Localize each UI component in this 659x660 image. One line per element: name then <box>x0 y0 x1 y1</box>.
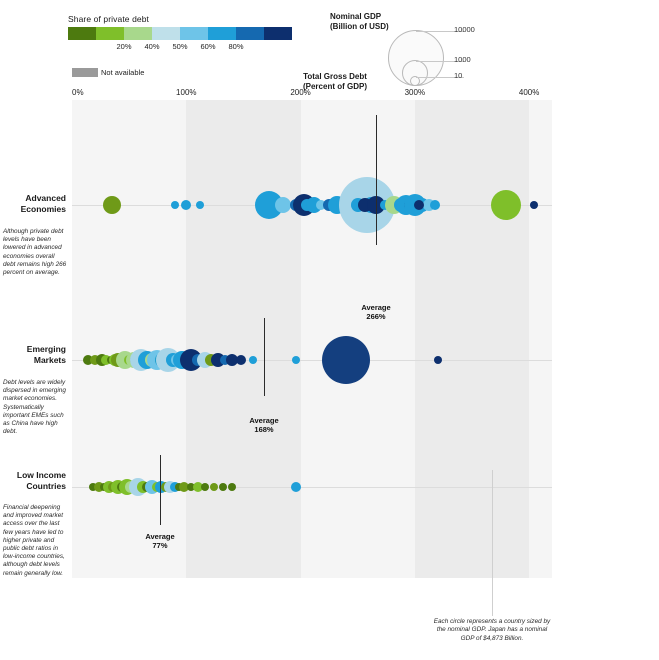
group-note-advanced: Although private debt levels have been lowered in advanced economies overall debt remains high 266 percent on average. <box>3 228 67 277</box>
country-bubble[interactable] <box>171 201 179 209</box>
private-debt-tick-labels <box>68 42 292 54</box>
private-debt-color-scale <box>68 27 292 40</box>
x-axis-title-line1: Total Gross Debt <box>303 72 367 81</box>
private-debt-swatch-0 <box>68 27 96 40</box>
average-label-emerging: Average <box>249 416 279 425</box>
average-line-emerging <box>264 318 265 396</box>
private-debt-legend <box>68 14 298 54</box>
group-label-emerging-line2: Markets <box>33 355 66 365</box>
bubble-chart-plot-area <box>72 100 552 578</box>
x-tick-3: 300% <box>404 88 426 97</box>
private-debt-swatch-7 <box>264 27 292 40</box>
private-debt-tick-4: 80% <box>228 42 244 51</box>
x-band-1 <box>186 100 300 578</box>
group-label-emerging-line1: Emerging <box>26 344 66 354</box>
country-bubble[interactable] <box>291 482 301 492</box>
group-label-emerging <box>4 344 66 366</box>
group-label-advanced <box>4 193 66 215</box>
country-bubble[interactable] <box>210 483 218 491</box>
not-available-legend <box>72 68 144 77</box>
private-debt-tick-3: 60% <box>200 42 216 51</box>
x-axis-title-line2: (Percent of GDP) <box>302 81 367 91</box>
country-bubble[interactable] <box>219 483 227 491</box>
country-bubble[interactable] <box>322 336 370 384</box>
country-bubble[interactable] <box>103 196 121 214</box>
private-debt-swatch-4 <box>180 27 208 40</box>
country-bubble[interactable] <box>228 483 236 491</box>
group-label-advanced-line2: Economies <box>20 204 66 214</box>
private-debt-tick-0: 20% <box>116 42 132 51</box>
x-tick-4: 400% <box>518 88 540 97</box>
gdp-legend-label-1000: 1000 <box>454 55 471 64</box>
x-axis <box>72 81 552 100</box>
average-label-advanced: Average <box>361 303 391 312</box>
country-bubble[interactable] <box>292 356 300 364</box>
x-band-4 <box>529 100 552 578</box>
average-marker-lowincome <box>145 532 174 550</box>
footnote-text: Each circle represents a country sized by the nominal GDP. Japan has a nominal GDP of $4,873 Billion. <box>433 618 551 642</box>
x-band-3 <box>415 100 529 578</box>
group-note-emerging: Debt levels are widely dispersed in emerging market economies. Systematically important EMEs such as China have high debt. <box>3 379 66 436</box>
average-line-advanced <box>376 115 377 245</box>
average-value-emerging: 168% <box>254 425 274 434</box>
country-bubble[interactable] <box>196 201 204 209</box>
private-debt-swatch-5 <box>208 27 236 40</box>
average-value-advanced: 266% <box>366 312 386 321</box>
average-line-lowincome <box>160 455 161 525</box>
gdp-legend-title <box>330 12 389 32</box>
not-available-label: Not available <box>101 68 145 77</box>
average-marker-advanced <box>361 303 390 321</box>
country-bubble[interactable] <box>249 356 257 364</box>
group-label-advanced-line1: Advanced <box>25 193 66 203</box>
private-debt-legend-title: Share of private debt <box>68 14 150 24</box>
average-label-lowincome: Average <box>145 532 175 541</box>
private-debt-swatch-1 <box>96 27 124 40</box>
not-available-swatch <box>72 68 98 77</box>
country-bubble[interactable] <box>201 483 209 491</box>
private-debt-tick-2: 50% <box>172 42 188 51</box>
private-debt-swatch-6 <box>236 27 264 40</box>
x-tick-2: 200% <box>290 88 311 97</box>
gdp-legend-title-line1: Nominal GDP <box>330 12 382 21</box>
private-debt-tick-1: 40% <box>144 42 160 51</box>
group-note-lowincome: Financial deepening and improved market access over the last few years have led to higher private and public debt ratios in low-income countries, although debt levels remain generally low. <box>3 504 65 577</box>
x-band-0 <box>72 100 186 578</box>
private-debt-swatch-3 <box>152 27 180 40</box>
gdp-legend-title-line2: (Billion of USD) <box>330 22 389 31</box>
x-tick-0: 0% <box>72 88 84 97</box>
gdp-legend-label-10000: 10000 <box>454 25 475 34</box>
group-label-lowincome-line1: Low Income <box>16 470 66 480</box>
country-bubble[interactable] <box>434 356 442 364</box>
country-bubble[interactable] <box>530 201 538 209</box>
average-value-lowincome: 77% <box>152 541 168 550</box>
average-marker-emerging <box>249 416 278 434</box>
group-label-lowincome <box>4 470 66 492</box>
x-tick-1: 100% <box>176 88 197 97</box>
footnote-leader-line <box>492 470 493 616</box>
gdp-legend-label-10: 10 <box>454 71 463 80</box>
group-label-lowincome-line2: Countries <box>26 481 66 491</box>
private-debt-swatch-2 <box>124 27 152 40</box>
